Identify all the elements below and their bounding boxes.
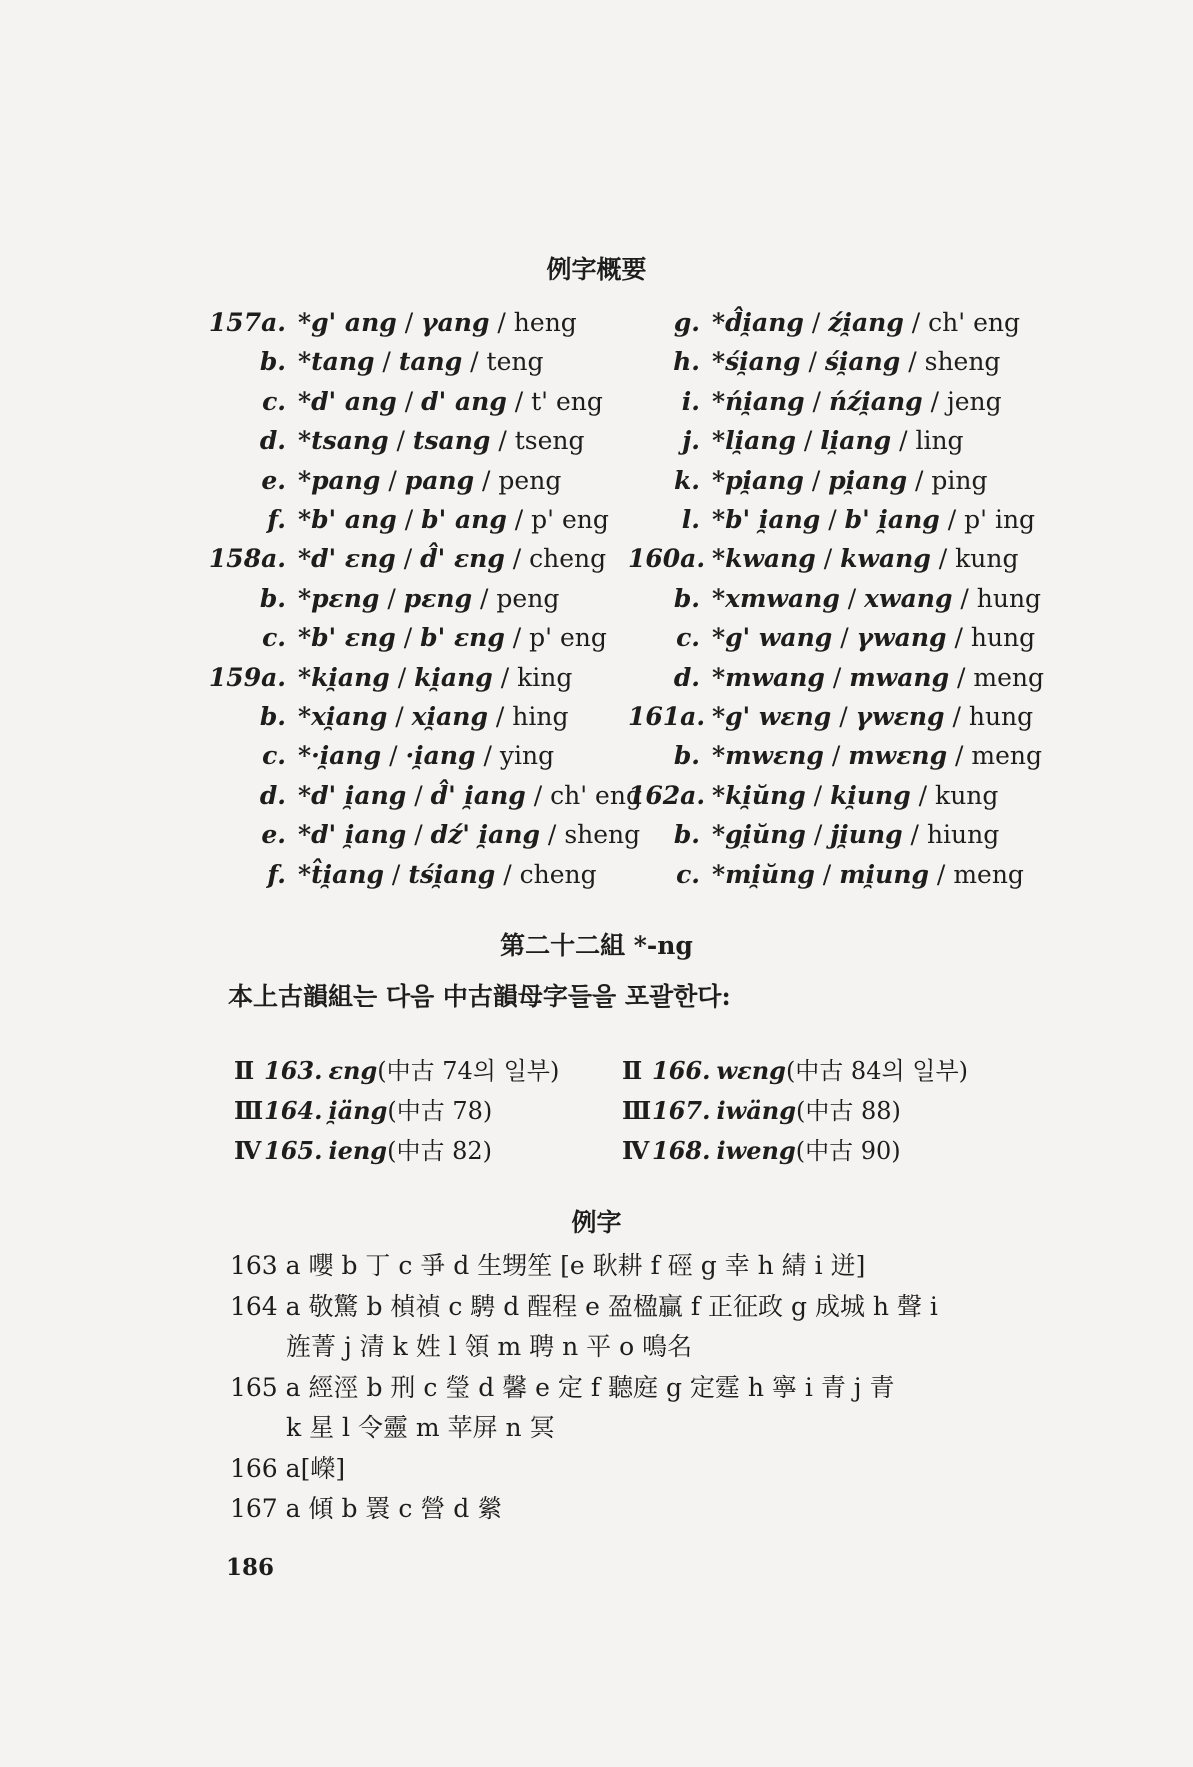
entry-label: 160a. xyxy=(628,544,706,574)
separator: / xyxy=(823,741,849,771)
entry-row xyxy=(628,697,1048,736)
entry-row xyxy=(200,500,620,539)
mandarin-form: jeng xyxy=(947,386,1002,416)
example-line: 164 a 敬驚 b 楨禎 c 騁 d 酲程 e 盈楹贏 f 正征政 g 成城 h 聲 i xyxy=(230,1291,938,1321)
separator: / xyxy=(396,308,422,337)
entry-row xyxy=(628,618,1048,657)
mandarin-form: cheng xyxy=(529,544,607,574)
separator: / xyxy=(374,347,399,377)
separator: / xyxy=(395,623,421,653)
example-line: 旌菁 j 清 k 姓 l 領 m 聘 n 平 o 鳴名 xyxy=(286,1332,693,1361)
archaic-form: *xmwang xyxy=(712,583,840,613)
rhyme-final: wɛng xyxy=(716,1056,786,1085)
separator: / xyxy=(803,465,829,495)
archaic-form: *g' wang xyxy=(712,623,833,653)
separator: / xyxy=(495,859,520,889)
rhyme-row xyxy=(234,1131,559,1171)
mandarin-form: meng xyxy=(971,741,1042,771)
entry-row xyxy=(200,658,620,697)
division-numeral: Ⅱ xyxy=(622,1056,643,1085)
ancient-form: źi̯ang xyxy=(828,308,904,337)
entry-label: d. xyxy=(259,426,286,456)
entry-row xyxy=(200,697,620,736)
separator: / xyxy=(891,426,916,456)
entry-label: e. xyxy=(261,465,286,495)
separator: / xyxy=(947,741,972,771)
rhyme-note: (中古 84의 일부) xyxy=(785,1057,969,1085)
entry-row xyxy=(628,776,1048,815)
separator: / xyxy=(504,544,530,574)
examples-title: 例字 xyxy=(571,1208,622,1237)
archaic-form: *tsang xyxy=(298,426,389,456)
entry-label: b. xyxy=(259,583,286,613)
example-line: k 星 l 令靈 m 苹屏 n 冥 xyxy=(286,1413,555,1442)
mandarin-form: kung xyxy=(935,780,999,810)
ancient-form: b' ang xyxy=(421,505,507,535)
entry-row xyxy=(200,618,620,657)
mandarin-form: heng xyxy=(513,308,577,337)
entry-label: b. xyxy=(259,347,286,377)
mandarin-form: t' eng xyxy=(531,386,603,416)
entry-row xyxy=(628,579,1048,618)
entry-row xyxy=(628,421,1048,460)
entry-label: d. xyxy=(259,780,286,810)
entry-label: d. xyxy=(673,662,700,692)
separator: / xyxy=(395,544,421,574)
entry-row xyxy=(200,539,620,578)
separator: / xyxy=(474,465,499,495)
ancient-form: b' i̯ang xyxy=(844,505,940,535)
separator: / xyxy=(795,426,821,456)
separator: / xyxy=(396,505,422,535)
entry-label: i. xyxy=(681,386,700,416)
entry-row xyxy=(200,382,620,421)
archaic-form: *mi̯ŭng xyxy=(712,859,815,889)
archaic-form: *b' i̯ang xyxy=(712,505,821,535)
mandarin-form: hung xyxy=(970,623,1036,653)
archaic-form: *ki̯ang xyxy=(298,662,390,692)
rhyme-row xyxy=(234,1051,559,1091)
entry-row xyxy=(200,421,620,460)
separator: / xyxy=(831,702,856,732)
separator: / xyxy=(903,308,929,337)
right-entry-column xyxy=(628,303,1048,894)
separator: / xyxy=(475,741,500,771)
separator: / xyxy=(907,465,932,495)
rhyme-row xyxy=(622,1051,968,1091)
separator: / xyxy=(804,386,829,416)
ancient-form: mwang xyxy=(849,662,950,692)
ancient-form: kwang xyxy=(840,544,931,574)
example-line: 163 a 嚶 b 丁 c 爭 d 生甥笙 [e 耿耕 f 硜 g 幸 h 綪 i 迸] xyxy=(230,1251,866,1280)
separator: / xyxy=(910,780,936,810)
separator: / xyxy=(492,662,518,692)
archaic-form: *xi̯ang xyxy=(298,702,388,732)
separator: / xyxy=(805,820,831,850)
mandarin-form: tseng xyxy=(514,426,585,456)
example-line: 165 a 經涇 b 刑 c 瑩 d 馨 e 定 f 聽庭 g 定霆 h 寧 i 青 j 青 xyxy=(230,1372,895,1402)
archaic-form: *mwang xyxy=(712,662,825,692)
division-numeral: Ⅳ xyxy=(234,1136,262,1165)
mandarin-form: hung xyxy=(968,702,1034,732)
separator: / xyxy=(472,583,497,613)
separator: / xyxy=(803,308,829,337)
entry-label: c. xyxy=(262,741,286,771)
separator: / xyxy=(380,465,405,495)
mandarin-form: meng xyxy=(973,662,1045,692)
ancient-form: xi̯ang xyxy=(411,702,488,732)
ancient-form: ·i̯ang xyxy=(405,741,476,771)
left-entry-column xyxy=(200,303,642,894)
ancient-form: li̯ang xyxy=(820,426,892,456)
rhyme-row xyxy=(234,1091,559,1131)
entry-row xyxy=(628,382,1048,421)
rhyme-note: (中古 74의 일부) xyxy=(377,1057,560,1085)
mandarin-form: ying xyxy=(499,741,555,771)
rhyme-number: 164. xyxy=(264,1096,323,1125)
separator: / xyxy=(490,426,515,456)
separator: / xyxy=(525,780,551,810)
entry-row xyxy=(200,342,620,381)
separator: / xyxy=(949,662,974,692)
separator: / xyxy=(539,820,565,850)
entry-label: 157a. xyxy=(208,308,286,337)
separator: / xyxy=(922,386,947,416)
mandarin-form: meng xyxy=(953,859,1024,889)
ancient-form: ki̯ung xyxy=(830,780,911,810)
separator: / xyxy=(387,702,412,732)
rhyme-row xyxy=(622,1131,968,1171)
ancient-form: tsang xyxy=(412,426,491,456)
separator: / xyxy=(939,505,965,535)
archaic-form: *t̂i̯ang xyxy=(298,859,384,889)
entry-row xyxy=(628,342,1048,381)
separator: / xyxy=(462,347,487,377)
archaic-form: *pang xyxy=(298,465,381,495)
entry-label: 161a. xyxy=(628,702,706,732)
entry-label: k. xyxy=(673,465,700,495)
mandarin-form: peng xyxy=(498,465,562,495)
archaic-form: *kwang xyxy=(712,544,816,574)
entry-label: b. xyxy=(673,741,700,771)
archaic-form: *mwɛng xyxy=(712,741,824,771)
rhyme-note: (中古 90) xyxy=(795,1137,901,1165)
separator: / xyxy=(832,623,857,653)
ancient-form: γwɛng xyxy=(855,702,945,732)
archaic-form: *pɛng xyxy=(298,583,380,613)
ancient-form: xwang xyxy=(864,583,953,613)
entry-row xyxy=(200,303,620,342)
separator: / xyxy=(839,583,865,613)
mandarin-form: kung xyxy=(955,544,1019,574)
mandarin-form: p' eng xyxy=(529,623,607,653)
mandarin-form: hung xyxy=(976,583,1042,613)
mandarin-form: sheng xyxy=(924,347,1001,377)
entry-label: c. xyxy=(262,386,286,416)
entry-row xyxy=(200,579,620,618)
mandarin-form: ch' eng xyxy=(550,780,642,810)
separator: / xyxy=(928,859,954,889)
mandarin-form: p' eng xyxy=(531,505,609,535)
ancient-form: tang xyxy=(398,347,463,377)
ancient-form: mi̯ung xyxy=(839,859,929,889)
ancient-form: ńźi̯ang xyxy=(828,386,923,416)
entry-row xyxy=(628,815,1048,854)
ancient-form: śi̯ang xyxy=(824,347,901,377)
separator: / xyxy=(900,347,925,377)
page-number: 186 xyxy=(226,1554,275,1581)
entry-row xyxy=(628,500,1048,539)
separator: / xyxy=(815,544,841,574)
entry-label: h. xyxy=(673,347,700,377)
separator: / xyxy=(824,662,850,692)
entry-row xyxy=(200,461,620,500)
rhyme-final: iwäng xyxy=(716,1096,797,1125)
entry-label: c. xyxy=(676,623,700,653)
separator: / xyxy=(489,308,514,337)
archaic-form: *g' ang xyxy=(298,308,397,337)
entry-label: 159a. xyxy=(208,662,286,692)
entry-label: c. xyxy=(676,859,700,889)
ancient-form: d̂' i̯ang xyxy=(430,780,526,810)
mandarin-form: peng xyxy=(496,583,560,613)
entry-label: 162a. xyxy=(628,780,706,810)
entry-label: b. xyxy=(673,583,700,613)
division-numeral: Ⅳ xyxy=(622,1136,650,1165)
separator: / xyxy=(902,820,927,850)
mandarin-form: hiung xyxy=(926,820,1000,850)
entry-row xyxy=(200,776,642,815)
rhyme-final: ɛng xyxy=(328,1056,378,1085)
archaic-form: *d' i̯ang xyxy=(298,780,407,810)
separator: / xyxy=(805,780,831,810)
entry-row xyxy=(200,736,620,775)
division-numeral: Ⅲ xyxy=(622,1096,652,1125)
example-line: 166 a[嶸] xyxy=(230,1453,346,1483)
rhyme-note: (中古 82) xyxy=(387,1137,492,1165)
mandarin-form: teng xyxy=(486,347,544,377)
separator: / xyxy=(820,505,845,535)
ancient-form: γwang xyxy=(856,623,947,653)
division-numeral: Ⅱ xyxy=(234,1056,255,1085)
separator: / xyxy=(814,859,840,889)
separator: / xyxy=(383,859,409,889)
entry-label: j. xyxy=(682,426,700,456)
separator: / xyxy=(381,741,406,771)
intro-text: 本上古韻組는 다음 中古韻母字들을 포괄한다: xyxy=(228,982,731,1011)
archaic-form: *·i̯ang xyxy=(298,741,382,771)
rhyme-final: iweng xyxy=(716,1136,796,1165)
division-numeral: Ⅲ xyxy=(234,1096,264,1125)
archaic-form: *ńi̯ang xyxy=(712,386,805,416)
entry-row xyxy=(200,815,641,854)
rhyme-note: (中古 88) xyxy=(796,1097,901,1125)
rhyme-number: 166. xyxy=(652,1056,711,1085)
archaic-form: *d̂i̯ang xyxy=(712,308,804,337)
entry-row xyxy=(628,461,1048,500)
separator: / xyxy=(930,544,956,574)
entry-label: f. xyxy=(267,505,286,535)
separator: / xyxy=(800,347,825,377)
ancient-form: pang xyxy=(404,465,475,495)
separator: / xyxy=(379,583,404,613)
rhyme-list-right xyxy=(622,1051,968,1171)
archaic-form: *gi̯ŭng xyxy=(712,820,806,850)
archaic-form: *ki̯ŭng xyxy=(712,780,806,810)
separator: / xyxy=(389,662,415,692)
entry-row xyxy=(628,658,1048,697)
separator: / xyxy=(506,386,532,416)
summary-title: 例字概要 xyxy=(546,255,647,284)
archaic-form: *d' i̯ang xyxy=(298,820,407,850)
entry-row xyxy=(628,855,1048,894)
ancient-form: d̂' ɛng xyxy=(420,544,505,574)
entry-label: 158a. xyxy=(208,544,286,574)
entry-label: f. xyxy=(267,859,286,889)
separator: / xyxy=(944,702,969,732)
entry-label: l. xyxy=(681,505,700,535)
archaic-form: *śi̯ang xyxy=(712,347,801,377)
separator: / xyxy=(487,702,513,732)
rhyme-final: i̯äng xyxy=(328,1096,388,1125)
ancient-form: γang xyxy=(421,308,490,337)
ancient-form: b' ɛng xyxy=(420,623,505,653)
ancient-form: pi̯ang xyxy=(828,465,908,495)
archaic-form: *d' ang xyxy=(298,386,397,416)
separator: / xyxy=(388,426,413,456)
rhyme-number: 165. xyxy=(264,1136,323,1165)
ancient-form: pɛng xyxy=(403,583,473,613)
ancient-form: ji̯ung xyxy=(830,820,903,850)
entry-row xyxy=(628,736,1048,775)
mandarin-form: sheng xyxy=(564,820,641,850)
separator: / xyxy=(952,583,977,613)
rhyme-final: ieng xyxy=(328,1136,388,1165)
rhyme-note: (中古 78) xyxy=(387,1097,493,1125)
separator: / xyxy=(506,505,532,535)
mandarin-form: king xyxy=(517,662,573,692)
separator: / xyxy=(504,623,530,653)
group-title: 第二十二組 *-ng xyxy=(500,931,693,960)
entry-row xyxy=(628,539,1048,578)
entry-label: e. xyxy=(261,820,286,850)
mandarin-form: p' ing xyxy=(964,505,1036,535)
ancient-form: tśi̯ang xyxy=(408,859,496,889)
archaic-form: *b' ang xyxy=(298,505,397,535)
archaic-form: *b' ɛng xyxy=(298,623,396,653)
archaic-form: *d' ɛng xyxy=(298,544,396,574)
rhyme-row xyxy=(622,1091,968,1131)
entry-label: b. xyxy=(259,702,286,732)
example-line: 167 a 傾 b 瞏 c 營 d 縈 xyxy=(230,1494,503,1523)
separator: / xyxy=(406,820,431,850)
separator: / xyxy=(946,623,971,653)
ancient-form: d' ang xyxy=(421,386,507,416)
archaic-form: *tang xyxy=(298,347,375,377)
entry-row xyxy=(628,303,1048,342)
archaic-form: *g' wɛng xyxy=(712,702,832,732)
mandarin-form: ling xyxy=(915,426,964,456)
entry-label: c. xyxy=(262,623,286,653)
entry-label: g. xyxy=(673,308,700,337)
mandarin-form: ch' eng xyxy=(928,308,1020,337)
ancient-form: dź' i̯ang xyxy=(430,820,540,850)
mandarin-form: cheng xyxy=(519,859,597,889)
separator: / xyxy=(396,386,422,416)
example-lines xyxy=(230,1246,1050,1530)
rhyme-list-left xyxy=(234,1051,559,1171)
mandarin-form: hing xyxy=(512,702,569,732)
separator: / xyxy=(406,780,431,810)
archaic-form: *li̯ang xyxy=(712,426,796,456)
entry-row xyxy=(200,855,620,894)
ancient-form: ki̯ang xyxy=(414,662,493,692)
rhyme-number: 167. xyxy=(652,1096,711,1125)
rhyme-number: 168. xyxy=(652,1136,711,1165)
entry-label: b. xyxy=(673,820,700,850)
ancient-form: mwɛng xyxy=(848,741,948,771)
archaic-form: *pi̯ang xyxy=(712,465,804,495)
mandarin-form: ping xyxy=(931,465,988,495)
rhyme-number: 163. xyxy=(264,1056,323,1085)
